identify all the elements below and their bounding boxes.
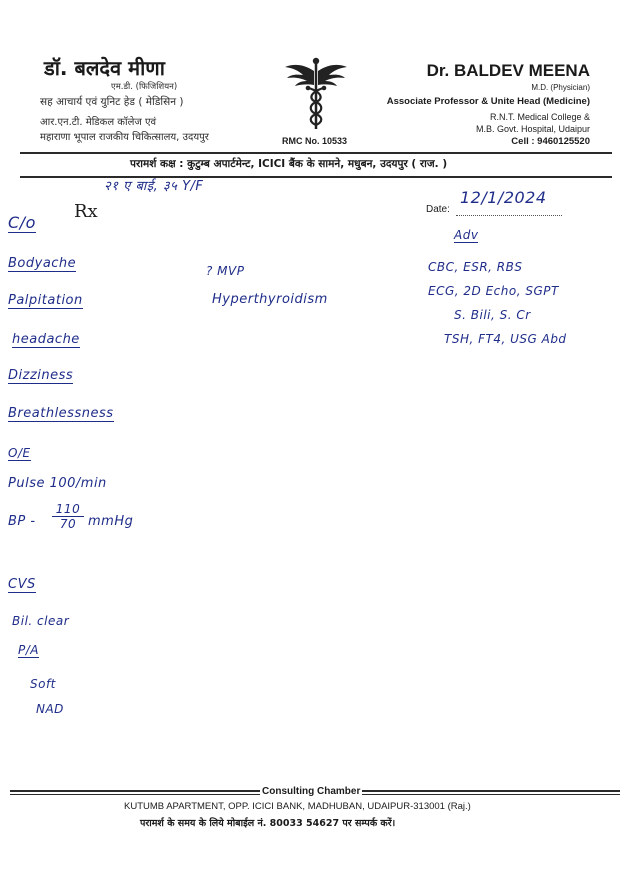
footer-rule-left-2 (10, 794, 260, 795)
caduceus-icon (283, 55, 349, 131)
date-line (456, 214, 562, 216)
complaint-item: Palpitation (8, 293, 83, 308)
bp-fraction (52, 502, 84, 531)
advice-item: TSH, FT4, USG Abd (444, 332, 567, 346)
advice-heading: Adv (454, 228, 479, 242)
footer-rule-left (10, 790, 260, 792)
rx-text: Rx (74, 201, 98, 222)
footer-rule-right-2 (362, 794, 620, 795)
diagnosis-item: ? MVP (206, 264, 245, 278)
complaint-item: Breathlessness (8, 406, 114, 421)
college-english: R.N.T. Medical College & (489, 112, 590, 122)
footer-address: KUTUMB APARTMENT, OPP. ICICI BANK, MADHUBAN, UDAIPUR-313001 (Raj.) (124, 801, 471, 812)
exam-item: Soft (30, 677, 56, 691)
doctor-name-hindi: डॉ. बलदेव मीणा (44, 56, 165, 80)
complaint-item: headache (12, 332, 80, 347)
footer-contact-hindi: परामर्श के समय के लिये मोबाईल नं. 80033 54627 पर सम्पर्क करें। (140, 818, 396, 829)
bp-prefix: BP - (8, 514, 36, 529)
rx-symbol (74, 201, 98, 222)
advice-item: ECG, 2D Echo, SGPT (428, 284, 559, 298)
patient-name-age: २१ ए बाई, ३५ Y/F (104, 179, 204, 194)
cvs-heading: CVS (8, 577, 36, 592)
date-value: 12/1/2024 (460, 188, 547, 207)
doctor-designation-hindi: सह आचार्य एवं युनिट हेड ( मेडिसिन ) (40, 96, 184, 108)
doctor-name-english: Dr. BALDEV MEENA (426, 61, 590, 80)
complaint-item: Dizziness (8, 368, 74, 383)
date-label: Date: (426, 204, 450, 215)
college-hindi: आर.एन.टी. मेडिकल कॉलेज एवं (40, 117, 157, 128)
consult-address-hindi: परामर्श कक्ष : कुटुम्ब अपार्टमेन्ट, ICICI बैंक के सामने, मधुबन, उदयपुर ( राज. ) (130, 158, 448, 170)
exam-item: Bil. clear (12, 614, 70, 628)
complaints-heading: C/o (8, 213, 36, 232)
bp-systolic: 110 (52, 502, 84, 517)
exam-item: P/A (18, 643, 39, 657)
consulting-chamber-label: Consulting Chamber (262, 786, 361, 797)
cell-number: Cell : 9460125520 (511, 136, 590, 147)
advice-item: S. Bili, S. Cr (454, 308, 531, 322)
hospital-hindi: महाराणा भूपाल राजकीय चिकित्सालय, उदयपुर (40, 132, 209, 143)
bp-diastolic: 70 (59, 517, 77, 531)
doctor-degree-english: M.D. (Physician) (531, 83, 590, 92)
doctor-degree-hindi: एम.डी. (फिजिशियन) (111, 82, 178, 92)
footer-rule-right (362, 790, 620, 792)
rmc-number: RMC No. 10533 (282, 136, 348, 146)
pulse-reading: Pulse 100/min (8, 476, 107, 491)
exam-item: NAD (36, 702, 64, 716)
caduceus-logo (283, 55, 349, 131)
hospital-english: M.B. Govt. Hospital, Udaipur (475, 124, 590, 134)
advice-item: CBC, ESR, RBS (428, 260, 523, 274)
bp-unit: mmHg (88, 514, 134, 529)
header-rule-top (20, 152, 612, 154)
oe-heading: O/E (8, 446, 31, 460)
doctor-designation-english: Associate Professor & Unite Head (Medicine) (386, 96, 590, 107)
complaint-item: Bodyache (8, 256, 77, 271)
diagnosis-item: Hyperthyroidism (212, 292, 328, 307)
